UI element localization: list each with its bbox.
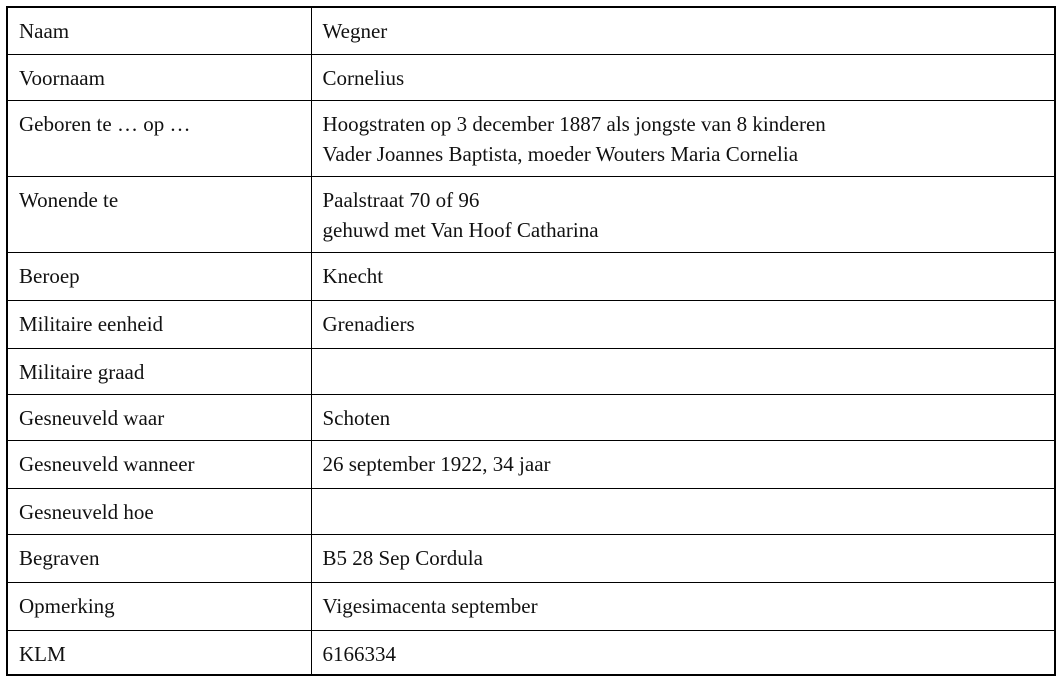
- value-line: 26 september 1922, 34 jaar: [322, 451, 551, 476]
- value-line: Schoten: [322, 405, 391, 430]
- row-value: [311, 8, 1054, 54]
- value-line: Knecht: [322, 263, 384, 288]
- table-row: [8, 100, 1054, 176]
- value-line: Wegner: [322, 19, 388, 43]
- row-value: [311, 534, 1054, 582]
- value-line: 6166334: [322, 641, 396, 666]
- row-value: [311, 348, 1054, 394]
- value-line: B5 28 Sep Cordula: [322, 545, 483, 570]
- row-value: [311, 440, 1054, 488]
- row-label: Militaire eenheid: [8, 300, 311, 348]
- table-row: [8, 300, 1054, 348]
- row-label: Begraven: [8, 534, 311, 582]
- value-line: Cornelius: [322, 65, 405, 90]
- row-value: [311, 252, 1054, 300]
- row-label: Gesneuveld waar: [8, 394, 311, 440]
- table-row: [8, 488, 1054, 534]
- table-row: [8, 582, 1054, 630]
- row-label: Gesneuveld wanneer: [8, 440, 311, 488]
- value-line: Hoogstraten op 3 december 1887 als jongste van 8 kinderen: [322, 111, 826, 136]
- row-value: [311, 394, 1054, 440]
- value-line: gehuwd met Van Hoof Catharina: [322, 217, 599, 242]
- record-sheet: [6, 6, 1056, 676]
- table-row: [8, 348, 1054, 394]
- row-label: Voornaam: [8, 54, 311, 100]
- row-value: [311, 300, 1054, 348]
- row-label: Geboren te … op …: [8, 100, 311, 176]
- row-label: Beroep: [8, 252, 311, 300]
- row-label: Wonende te: [8, 176, 311, 252]
- table-row: [8, 534, 1054, 582]
- table-row: [8, 394, 1054, 440]
- table-row: [8, 54, 1054, 100]
- row-value: [311, 582, 1054, 630]
- table-row: [8, 630, 1054, 676]
- value-line: Vader Joannes Baptista, moeder Wouters Maria Cornelia: [322, 141, 799, 166]
- row-value: [311, 630, 1054, 676]
- row-label: Naam: [8, 8, 311, 54]
- row-label: Militaire graad: [8, 348, 311, 394]
- row-value: [311, 54, 1054, 100]
- row-value: [311, 100, 1054, 176]
- table-row: [8, 176, 1054, 252]
- row-label: Opmerking: [8, 582, 311, 630]
- value-line: Vigesimacenta september: [322, 593, 538, 618]
- row-value: [311, 176, 1054, 252]
- row-label: KLM: [8, 630, 311, 676]
- row-label: Gesneuveld hoe: [8, 488, 311, 534]
- value-line: Grenadiers: [322, 311, 415, 336]
- table-row: [8, 440, 1054, 488]
- table-row: [8, 252, 1054, 300]
- row-value: [311, 488, 1054, 534]
- table-row: [8, 8, 1054, 54]
- record-table: [8, 8, 1054, 676]
- value-line: Paalstraat 70 of 96: [322, 187, 480, 212]
